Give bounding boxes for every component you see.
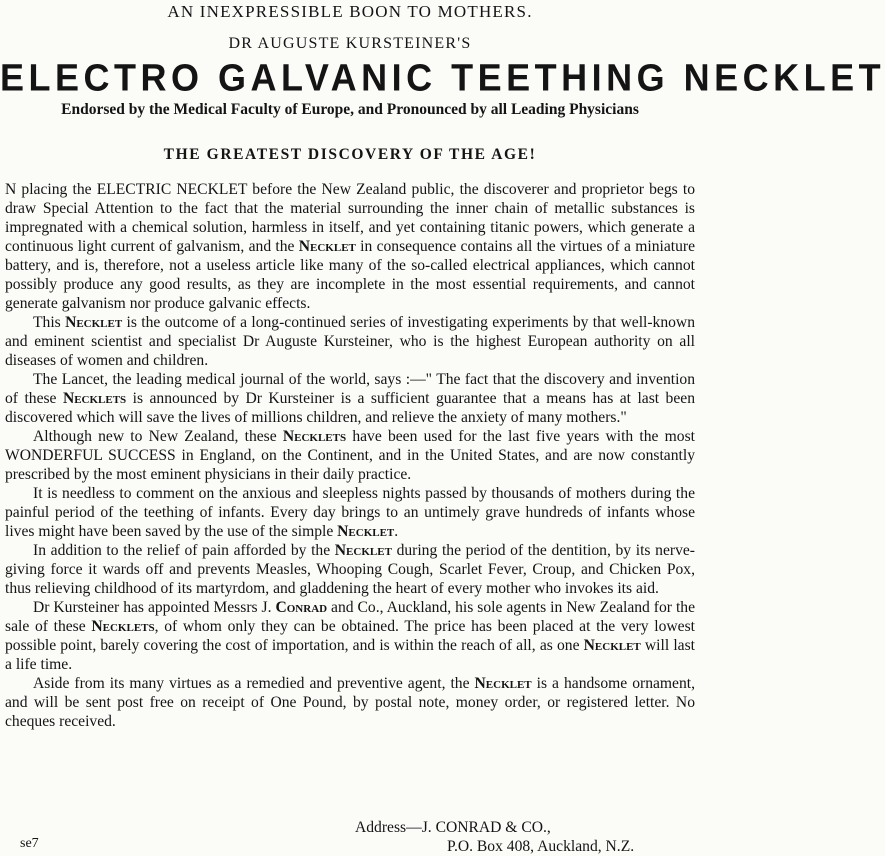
agent-name: Conrad — [275, 599, 328, 616]
paragraph-lancet-quote — [5, 370, 695, 427]
product-name: Necklet — [583, 637, 641, 654]
paragraph-text: is the outcome of a long-continued series of investigating experiments by that well-known and eminent scientist and specialist Dr Auguste Kursteiner, who is the highest European authority on all diseases of women and children. — [5, 314, 695, 369]
author-line: DR AUGUSTE KURSTEINER'S — [228, 35, 472, 52]
product-name: Necklets — [62, 390, 127, 407]
product-title: ELECTRO GALVANIC TEETHING NECKLET — [0, 55, 885, 99]
paragraph-text: Dr Kursteiner has appointed Messrs J. — [33, 599, 276, 616]
paragraph-text: In addition to the relief of pain afforded by the — [33, 542, 335, 559]
paragraph-text: is a handsome ornament, and will be sent post free on receipt of One Pound, by postal note, money order, or registered letter. No cheques received. — [5, 675, 695, 730]
kicker-line: AN INEXPRESSIBLE BOON TO MOTHERS. — [167, 2, 533, 21]
product-name: Necklet — [65, 314, 123, 331]
product-name: Necklet — [474, 675, 532, 692]
paragraph-text: N placing the ELECTRIC NECKLET before the New Zealand public, the discoverer and proprietor begs to draw Special Attention to the fact that the material surrounding the inner chain of metallic substances is impregnated with a chemical solution, harmless in itself, and yet containing titanic powers, which generate a continuous light current of galvanism, and the — [5, 181, 695, 255]
address-block — [355, 818, 685, 856]
paragraph-text: and Co., Auckland, his sole agents in New Zealand for the sale of these — [5, 599, 696, 635]
paragraph-text: will last a life time. — [5, 637, 695, 673]
paragraph-text: The Lancet, the leading medical journal of the world, says :—" The fact that the discovery and invention of these — [5, 371, 695, 407]
headline: THE GREATEST DISCOVERY OF THE AGE! — [163, 146, 537, 163]
paragraph-success — [5, 427, 695, 484]
paragraph-text: have been used for the last five years with the most WONDERFUL SUCCESS in England, on the Continent, and in the United States, and are now constantly prescribed by the most eminent physicians in their daily practice. — [5, 428, 695, 483]
paragraph-ordering — [5, 674, 695, 731]
advertisement-body — [5, 180, 695, 731]
paragraph-text: is announced by Dr Kursteiner is a sufficient guarantee that a means has at last been discovered which will save the lives of millions children, and relieve the anxiety of many mothers." — [5, 390, 695, 426]
paragraph-text: , of whom only they can be obtained. The price has been placed at the very lowest possible point, barely covering the cost of importation, and is within the reach of all, as one — [5, 618, 695, 654]
product-name: Necklet — [337, 523, 395, 540]
product-name: Necklets — [282, 428, 347, 445]
paragraph-teething — [5, 484, 695, 541]
paragraph-text: during the period of the dentition, by its nerve-giving force it wards off and prevents Measles, Whooping Cough, Scarlet Fever, Croup, and Chicken Pox, thus relieving childhood of its martyrdom, and gladdening the heart of every mother who invokes its aid. — [5, 542, 695, 597]
endorsement-line: Endorsed by the Medical Faculty of Europe, and Pronounced by all Leading Physicians — [61, 101, 639, 118]
paragraph-text: It is needless to comment on the anxious and sleepless nights passed by thousands of mothers during the painful period of the teething of infants. Every day brings to an untimely grave hundreds of infants whose lives might have been saved by the use of the simple — [5, 485, 695, 540]
paragraph-origin — [5, 313, 695, 370]
address-line-2: P.O. Box 408, Auckland, N.Z. — [447, 838, 635, 855]
product-name: Necklets — [91, 618, 155, 635]
paragraph-text: in consequence contains all the virtues of a miniature battery, and is, therefore, not a useless article like many of the so-called electrical appliances, which cannot possibly produce any good results, as they are incomplete in the most essential requirements, and cannot generate galvanism nor produce galvanic effects. — [5, 238, 695, 312]
paragraph-text: Although new to New Zealand, these — [33, 428, 283, 445]
product-name: Necklet — [334, 542, 392, 559]
product-name: Necklet — [298, 238, 356, 255]
address-line-1: Address—J. CONRAD & CO., — [355, 819, 551, 836]
paragraph-intro — [5, 180, 695, 313]
paragraph-agents — [5, 598, 695, 674]
ad-code: se7 — [20, 836, 39, 851]
paragraph-text: Aside from its many virtues as a remedied and preventive agent, the — [33, 675, 475, 692]
paragraph-text: . — [394, 523, 399, 540]
paragraph-relief — [5, 541, 695, 598]
paragraph-text: This — [33, 314, 66, 331]
